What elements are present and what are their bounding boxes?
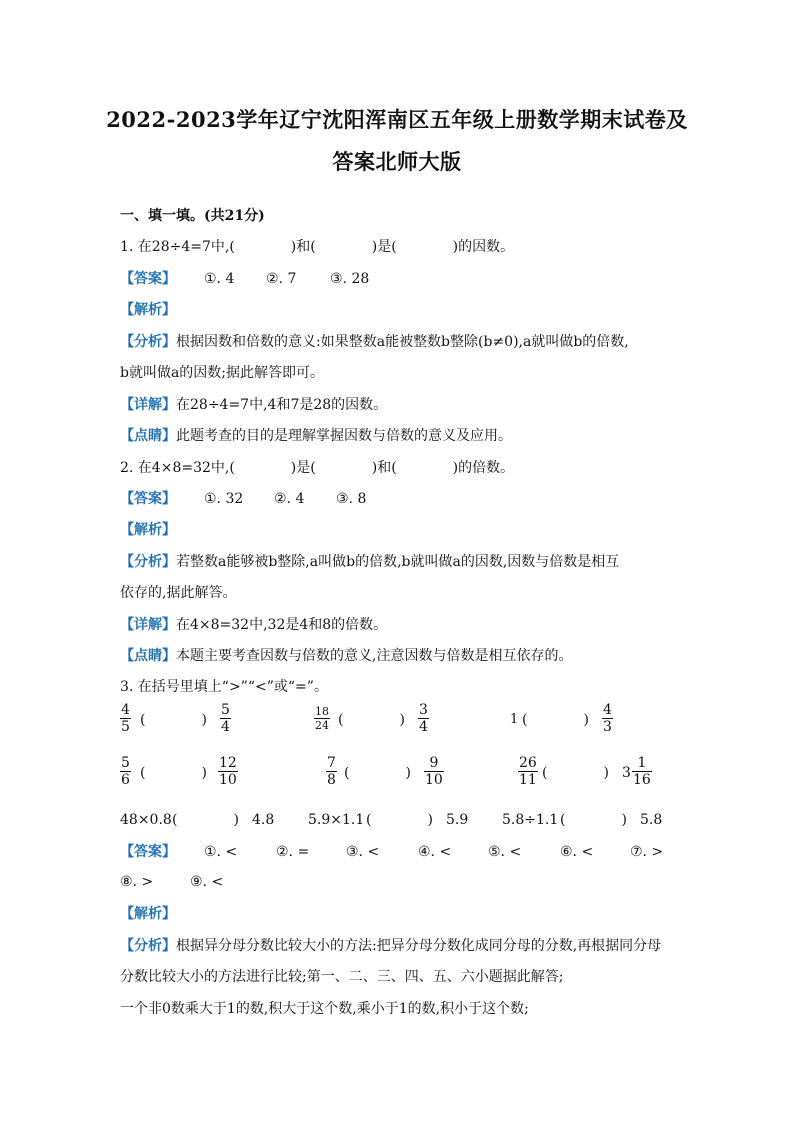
q3-answer-7: ⑦. > bbox=[630, 844, 664, 860]
fraction: $\frac{1}{16}$ bbox=[633, 755, 651, 788]
q3-answer-5: ⑤. < bbox=[488, 844, 522, 860]
answer-paren: ( ) bbox=[140, 765, 207, 781]
fraction: $\frac{12}{10}$ bbox=[219, 755, 237, 788]
q1-analysis-label: 【解析】 bbox=[120, 302, 176, 318]
question-3-text: 3. 在括号里填上“>”“<”或“=”。 bbox=[120, 679, 328, 695]
q1-answer-3: ③. 28 bbox=[330, 271, 370, 287]
q3-answer-6: ⑥. < bbox=[560, 844, 594, 860]
expression-left: 48×0.8 bbox=[120, 812, 172, 828]
answer-paren: ( ) bbox=[338, 712, 405, 728]
q2-xiangjie-label: 【详解】 bbox=[120, 617, 176, 633]
expression-right: 4.8 bbox=[252, 812, 275, 828]
expression-left: 5.9×1.1 bbox=[308, 812, 365, 828]
q3-answer-8: ⑧. > bbox=[120, 874, 154, 890]
answer-paren: ( ) bbox=[140, 712, 207, 728]
q3-answer-9: ⑨. < bbox=[190, 874, 224, 890]
fraction: $\frac{4}{5}$ bbox=[121, 702, 130, 735]
q2-xiangjie-text: 在4×8=32中,32是4和8的倍数。 bbox=[176, 617, 388, 633]
section-heading: 一、填一填。(共21分) bbox=[120, 208, 265, 224]
fraction: $\frac{26}{11}$ bbox=[519, 755, 537, 788]
question-1-text: 1. 在28÷4=7中,( )和( )是( )的因数。 bbox=[120, 239, 515, 255]
expression-left: 5.8÷1.1 bbox=[502, 812, 559, 828]
q1-fenxi-text1: 根据因数和倍数的意义:如果整数a能被整数b整除(b≠0),a就叫做b的倍数, bbox=[176, 334, 629, 350]
q3-fenxi-text1: 根据异分母分数比较大小的方法:把异分母分数化成同分母的分数,再根据同分母 bbox=[176, 938, 662, 954]
fraction: $\frac{5}{6}$ bbox=[121, 755, 130, 788]
q1-xiangjie-text: 在28÷4=7中,4和7是28的因数。 bbox=[176, 397, 388, 413]
q1-fenxi-label: 【分析】 bbox=[120, 334, 176, 350]
answer-paren: ( ) bbox=[366, 812, 433, 828]
q3-answer-3: ③. < bbox=[346, 844, 380, 860]
whole-number: 1 bbox=[510, 712, 519, 727]
q3-analysis-label: 【解析】 bbox=[120, 906, 176, 922]
document-title-line2: 答案北师大版 bbox=[332, 149, 462, 174]
q2-fenxi-line1 bbox=[120, 553, 619, 571]
answer-paren: ( ) bbox=[542, 765, 609, 781]
q3-fenxi-line3: 一个非0数乘大于1的数,积大于这个数,乘小于1的数,积小于这个数; bbox=[120, 1001, 529, 1017]
q3-answer-2: ②. = bbox=[276, 844, 310, 860]
q2-answer-1: ①. 32 bbox=[204, 491, 244, 507]
document-title-line1: 2022-2023学年辽宁沈阳浑南区五年级上册数学期末试卷及 bbox=[106, 107, 688, 132]
question-2-text: 2. 在4×8=32中,( )是( )和( )的倍数。 bbox=[120, 460, 515, 476]
q3-answer-1: ①. < bbox=[204, 844, 238, 860]
fraction: $\frac{5}{4}$ bbox=[221, 702, 230, 735]
answer-paren: ( ) bbox=[172, 812, 239, 828]
q2-answer-2: ②. 4 bbox=[274, 491, 305, 507]
whole-number: 3 bbox=[622, 765, 631, 781]
fraction: $\frac{7}{8}$ bbox=[327, 755, 336, 788]
q2-answer-3: ③. 8 bbox=[336, 491, 367, 507]
expression-right: 5.9 bbox=[446, 812, 469, 828]
fraction: $\frac{9}{10}$ bbox=[425, 755, 443, 788]
fraction: $\frac{18}{24}$ bbox=[315, 705, 329, 732]
q1-answer-1: ①. 4 bbox=[204, 271, 235, 287]
answer-paren: ( ) bbox=[344, 765, 411, 781]
q1-answer-2: ②. 7 bbox=[266, 271, 297, 287]
q3-fenxi-label: 【分析】 bbox=[120, 938, 176, 954]
q2-dianjing-line bbox=[120, 647, 572, 665]
q3-fenxi-line1 bbox=[120, 937, 661, 955]
fraction: $\frac{3}{4}$ bbox=[419, 702, 428, 735]
q3-answer-4: ④. < bbox=[418, 844, 452, 860]
q2-dianjing-text: 本题主要考查因数与倍数的意义,注意因数与倍数是相互依存的。 bbox=[176, 648, 573, 664]
q2-dianjing-label: 【点睛】 bbox=[120, 648, 176, 664]
q1-fenxi-line2: b就叫做a的因数;据此解答即可。 bbox=[120, 365, 325, 381]
q1-dianjing-line bbox=[120, 427, 512, 445]
q1-xiangjie-label: 【详解】 bbox=[120, 397, 176, 413]
q3-answer-label: 【答案】 bbox=[120, 844, 176, 860]
q2-analysis-label: 【解析】 bbox=[120, 522, 176, 538]
answer-paren: ( ) bbox=[522, 712, 589, 728]
q2-fenxi-text1: 若整数a能够被b整除,a叫做b的倍数,b就叫做a的因数,因数与倍数是相互 bbox=[176, 554, 620, 570]
q1-xiangjie-line bbox=[120, 396, 387, 414]
q1-fenxi-line1 bbox=[120, 333, 629, 351]
fraction: $\frac{4}{3}$ bbox=[603, 702, 612, 735]
q1-dianjing-label: 【点睛】 bbox=[120, 428, 176, 444]
q2-fenxi-line2: 依存的,据此解答。 bbox=[120, 585, 237, 601]
q2-answer-label: 【答案】 bbox=[120, 491, 176, 507]
q3-fenxi-line2: 分数比较大小的方法进行比较;第一、二、三、四、五、六小题据此解答; bbox=[120, 969, 564, 985]
answer-paren: ( ) bbox=[560, 812, 627, 828]
q1-answer-label: 【答案】 bbox=[120, 271, 176, 287]
q2-fenxi-label: 【分析】 bbox=[120, 554, 176, 570]
q1-dianjing-text: 此题考查的目的是理解掌握因数与倍数的意义及应用。 bbox=[176, 428, 512, 444]
expression-right: 5.8 bbox=[640, 812, 663, 828]
q2-xiangjie-line bbox=[120, 616, 387, 634]
